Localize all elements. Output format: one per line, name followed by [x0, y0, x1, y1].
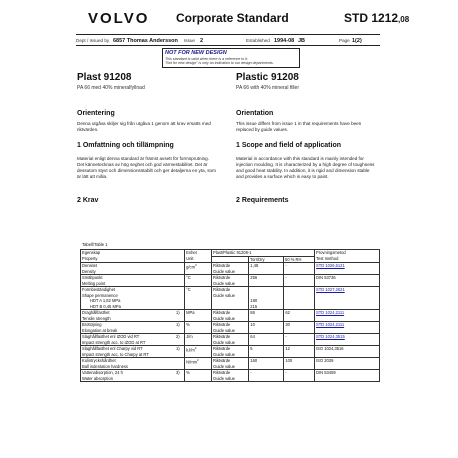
table-cell: DIN 53459: [315, 370, 380, 382]
table-cell: -: [249, 370, 284, 382]
table-row: [81, 287, 380, 310]
right-section-scope-title: 1 Scope and field of application: [236, 142, 342, 149]
document-title: Corporate Standard: [176, 11, 289, 25]
table-cell: 100: [284, 358, 315, 370]
standard-number: [344, 11, 409, 25]
table-label: Tabell/Table 1: [82, 242, 108, 247]
table-cell: 62: [284, 310, 315, 322]
table-cell: DIN 53736: [315, 275, 380, 287]
table-cell: Slaghållfasthet enl Charpy vid RT Impact strength acc. to Charpy at RT: [81, 346, 175, 358]
table-row: [81, 275, 380, 287]
table-cell: MPa: [185, 310, 212, 322]
test-method-link[interactable]: STD 1026,6121: [316, 263, 345, 268]
table-cell: -: [284, 370, 315, 382]
header-unit: Enhet Unit: [185, 250, 212, 263]
left-subtitle: PA 66 med 40% mineralfyllnad: [77, 85, 145, 91]
table-cell: 256: [249, 275, 284, 287]
table-cell: [175, 263, 185, 275]
table-cell: Densitet Density: [81, 263, 175, 275]
right-section-requirements-title: 2 Requirements: [236, 197, 289, 204]
dept-value: 6857 Thomas Andersson: [113, 38, 178, 44]
table-cell: [175, 287, 185, 310]
table-cell: Riktvärde Guide value: [212, 370, 249, 382]
test-method-link[interactable]: STD 1027,2621: [316, 287, 345, 292]
table-cell: ISO 2039: [315, 358, 380, 370]
table-cell: [315, 287, 380, 310]
table-cell: Riktvärde Guide value: [212, 275, 249, 287]
established-label: Established: [246, 38, 270, 43]
table-cell: $kJ/m^2$: [185, 346, 212, 358]
table-cell: 86: [249, 310, 284, 322]
table-cell: 160: [249, 358, 284, 370]
header-dry: Torr/Dry: [248, 257, 283, 263]
table-cell: Draghållfasthet Tensile strength: [81, 310, 175, 322]
table-row: [81, 346, 380, 358]
table-cell: $N/mm^2$: [185, 358, 212, 370]
table-cell: Riktvärde Guide value: [212, 310, 249, 322]
established-value: 1994-08: [274, 38, 295, 44]
volvo-logo: VOLVO: [88, 10, 150, 27]
table-row: [81, 370, 380, 382]
table-row: [81, 358, 380, 370]
table-cell: ISO 1024,3516: [315, 346, 380, 358]
table-cell: 180 215: [249, 287, 284, 310]
table-cell: Riktvärde Guide value: [212, 287, 249, 310]
table-cell: [284, 287, 315, 310]
issue-label: Issue: [184, 38, 195, 43]
table-cell: 1): [175, 322, 185, 334]
standard-number-suffix: ,08: [398, 15, 410, 24]
header-plastic: Plast/Plastic 91208-1 Torr/Dry 50 % RH: [212, 250, 315, 263]
left-title: Plast 91208: [77, 72, 132, 83]
table-cell: Riktvärde Guide value: [212, 263, 249, 275]
test-method-link[interactable]: STD 1024,2111: [316, 322, 345, 327]
table-cell: Formbeständighet Shape permanence HDT A 1,82 MPa HDT B 0,45 MPa: [81, 287, 175, 310]
table-cell: J/m: [185, 334, 212, 346]
issue-value: 2: [200, 38, 204, 44]
table-cell: 1,48: [249, 263, 284, 275]
table-cell: -: [284, 334, 315, 346]
header-method: Provningsmetod Test method: [315, 250, 380, 263]
left-section-scope-title: 1 Omfattning och tillämpning: [77, 142, 174, 149]
table-cell: [315, 310, 380, 322]
table-cell: 2): [175, 334, 185, 346]
table-cell: [315, 322, 380, 334]
table-cell: Riktvärde Guide value: [212, 322, 249, 334]
table-row: [81, 322, 380, 334]
table-cell: 30: [284, 322, 315, 334]
right-section-scope-text: Material in accordance with this standard is mainly intended for injection moulding. It is characterized by a high degree of toughness and good heat stability. In addition, it is rigid and dimension stable and provides a surface which is easy to paint.: [236, 156, 375, 179]
standard-number-main: STD 1212: [344, 11, 399, 25]
header-rh: 50 % RH: [283, 257, 314, 263]
left-section-orientation-text: Denna utgåva skiljer sig från utgåva 1 genom att krav ersatts med riktvärden.: [77, 121, 211, 132]
table-cell: [175, 358, 185, 370]
notice-line-2: "Not for new design" is only an indication to our design departments.: [165, 61, 274, 65]
not-for-new-design-notice: [162, 48, 300, 68]
right-section-orientation-title: Orientation: [236, 110, 274, 117]
table-cell: %: [185, 370, 212, 382]
table-cell: 3): [175, 370, 185, 382]
table-row: [81, 310, 380, 322]
table-cell: %: [185, 322, 212, 334]
table-row: [81, 263, 380, 275]
table-cell: °C: [185, 275, 212, 287]
table-cell: 5: [249, 346, 284, 358]
left-section-scope-text: Material enligt denna standard är främst avsett för formsprutning. Det kännetecknas av hög seghet och god värmestabilitet. Det är dessutom styvt och dimensionsstabilt och ger detaljerna en yta, som är lätt att måla.: [77, 156, 216, 179]
table-cell: [315, 263, 380, 275]
table-cell: -: [284, 263, 315, 275]
page-value: 1(2): [352, 38, 362, 44]
table-cell: [315, 334, 380, 346]
table-header-row: [81, 250, 380, 263]
notice-title: NOT FOR NEW DESIGN: [165, 50, 227, 56]
table-cell: Slaghållfasthet enl IZOD vid RT Impact strength acc. to IZOD at RT: [81, 334, 175, 346]
established-initials: JB: [298, 38, 306, 44]
notice-line-1: This standard is valid when there is a reference to it.: [165, 57, 249, 61]
table-cell: Vattenabsorption, 24 h Water absorption: [81, 370, 175, 382]
test-method-link[interactable]: STD 1024,3515: [316, 334, 345, 339]
table-cell: Kulintryckshårdhet Ball indentation hardness: [81, 358, 175, 370]
table-cell: 1): [175, 310, 185, 322]
table-cell: Brottöjning Elongation at break: [81, 322, 175, 334]
table-row: [81, 334, 380, 346]
right-title: Plastic 91208: [236, 72, 299, 83]
header-rule: [76, 34, 380, 35]
table-cell: -: [284, 275, 315, 287]
table-cell: [175, 275, 185, 287]
table-cell: Riktvärde Guide value: [212, 346, 249, 358]
right-subtitle: PA 66 with 40% mineral filler: [236, 85, 299, 91]
table-cell: 1): [175, 346, 185, 358]
table-cell: 12: [284, 346, 315, 358]
left-section-orientation-title: Orientering: [77, 110, 115, 117]
header-property: Egenskap Property: [81, 250, 185, 263]
left-section-requirements-title: 2 Krav: [77, 197, 99, 204]
meta-rule: [76, 45, 380, 46]
properties-table: [80, 249, 380, 382]
right-section-orientation-text: This issue differs from issue 1 in that requirements have been replaced by guide values.: [236, 121, 362, 132]
dept-label: Dept / Issued by: [76, 38, 110, 43]
table-cell: 64: [249, 334, 284, 346]
table-cell: Riktvärde Guide value: [212, 334, 249, 346]
table-cell: °C: [185, 287, 212, 310]
test-method-link[interactable]: STD 1024,2111: [316, 310, 345, 315]
table-cell: $g/cm^3$: [185, 263, 212, 275]
page-label: Page: [339, 38, 350, 43]
table-cell: Smältpunkt Melting point: [81, 275, 175, 287]
table-cell: 10: [249, 322, 284, 334]
table-cell: Riktvärde Guide value: [212, 358, 249, 370]
